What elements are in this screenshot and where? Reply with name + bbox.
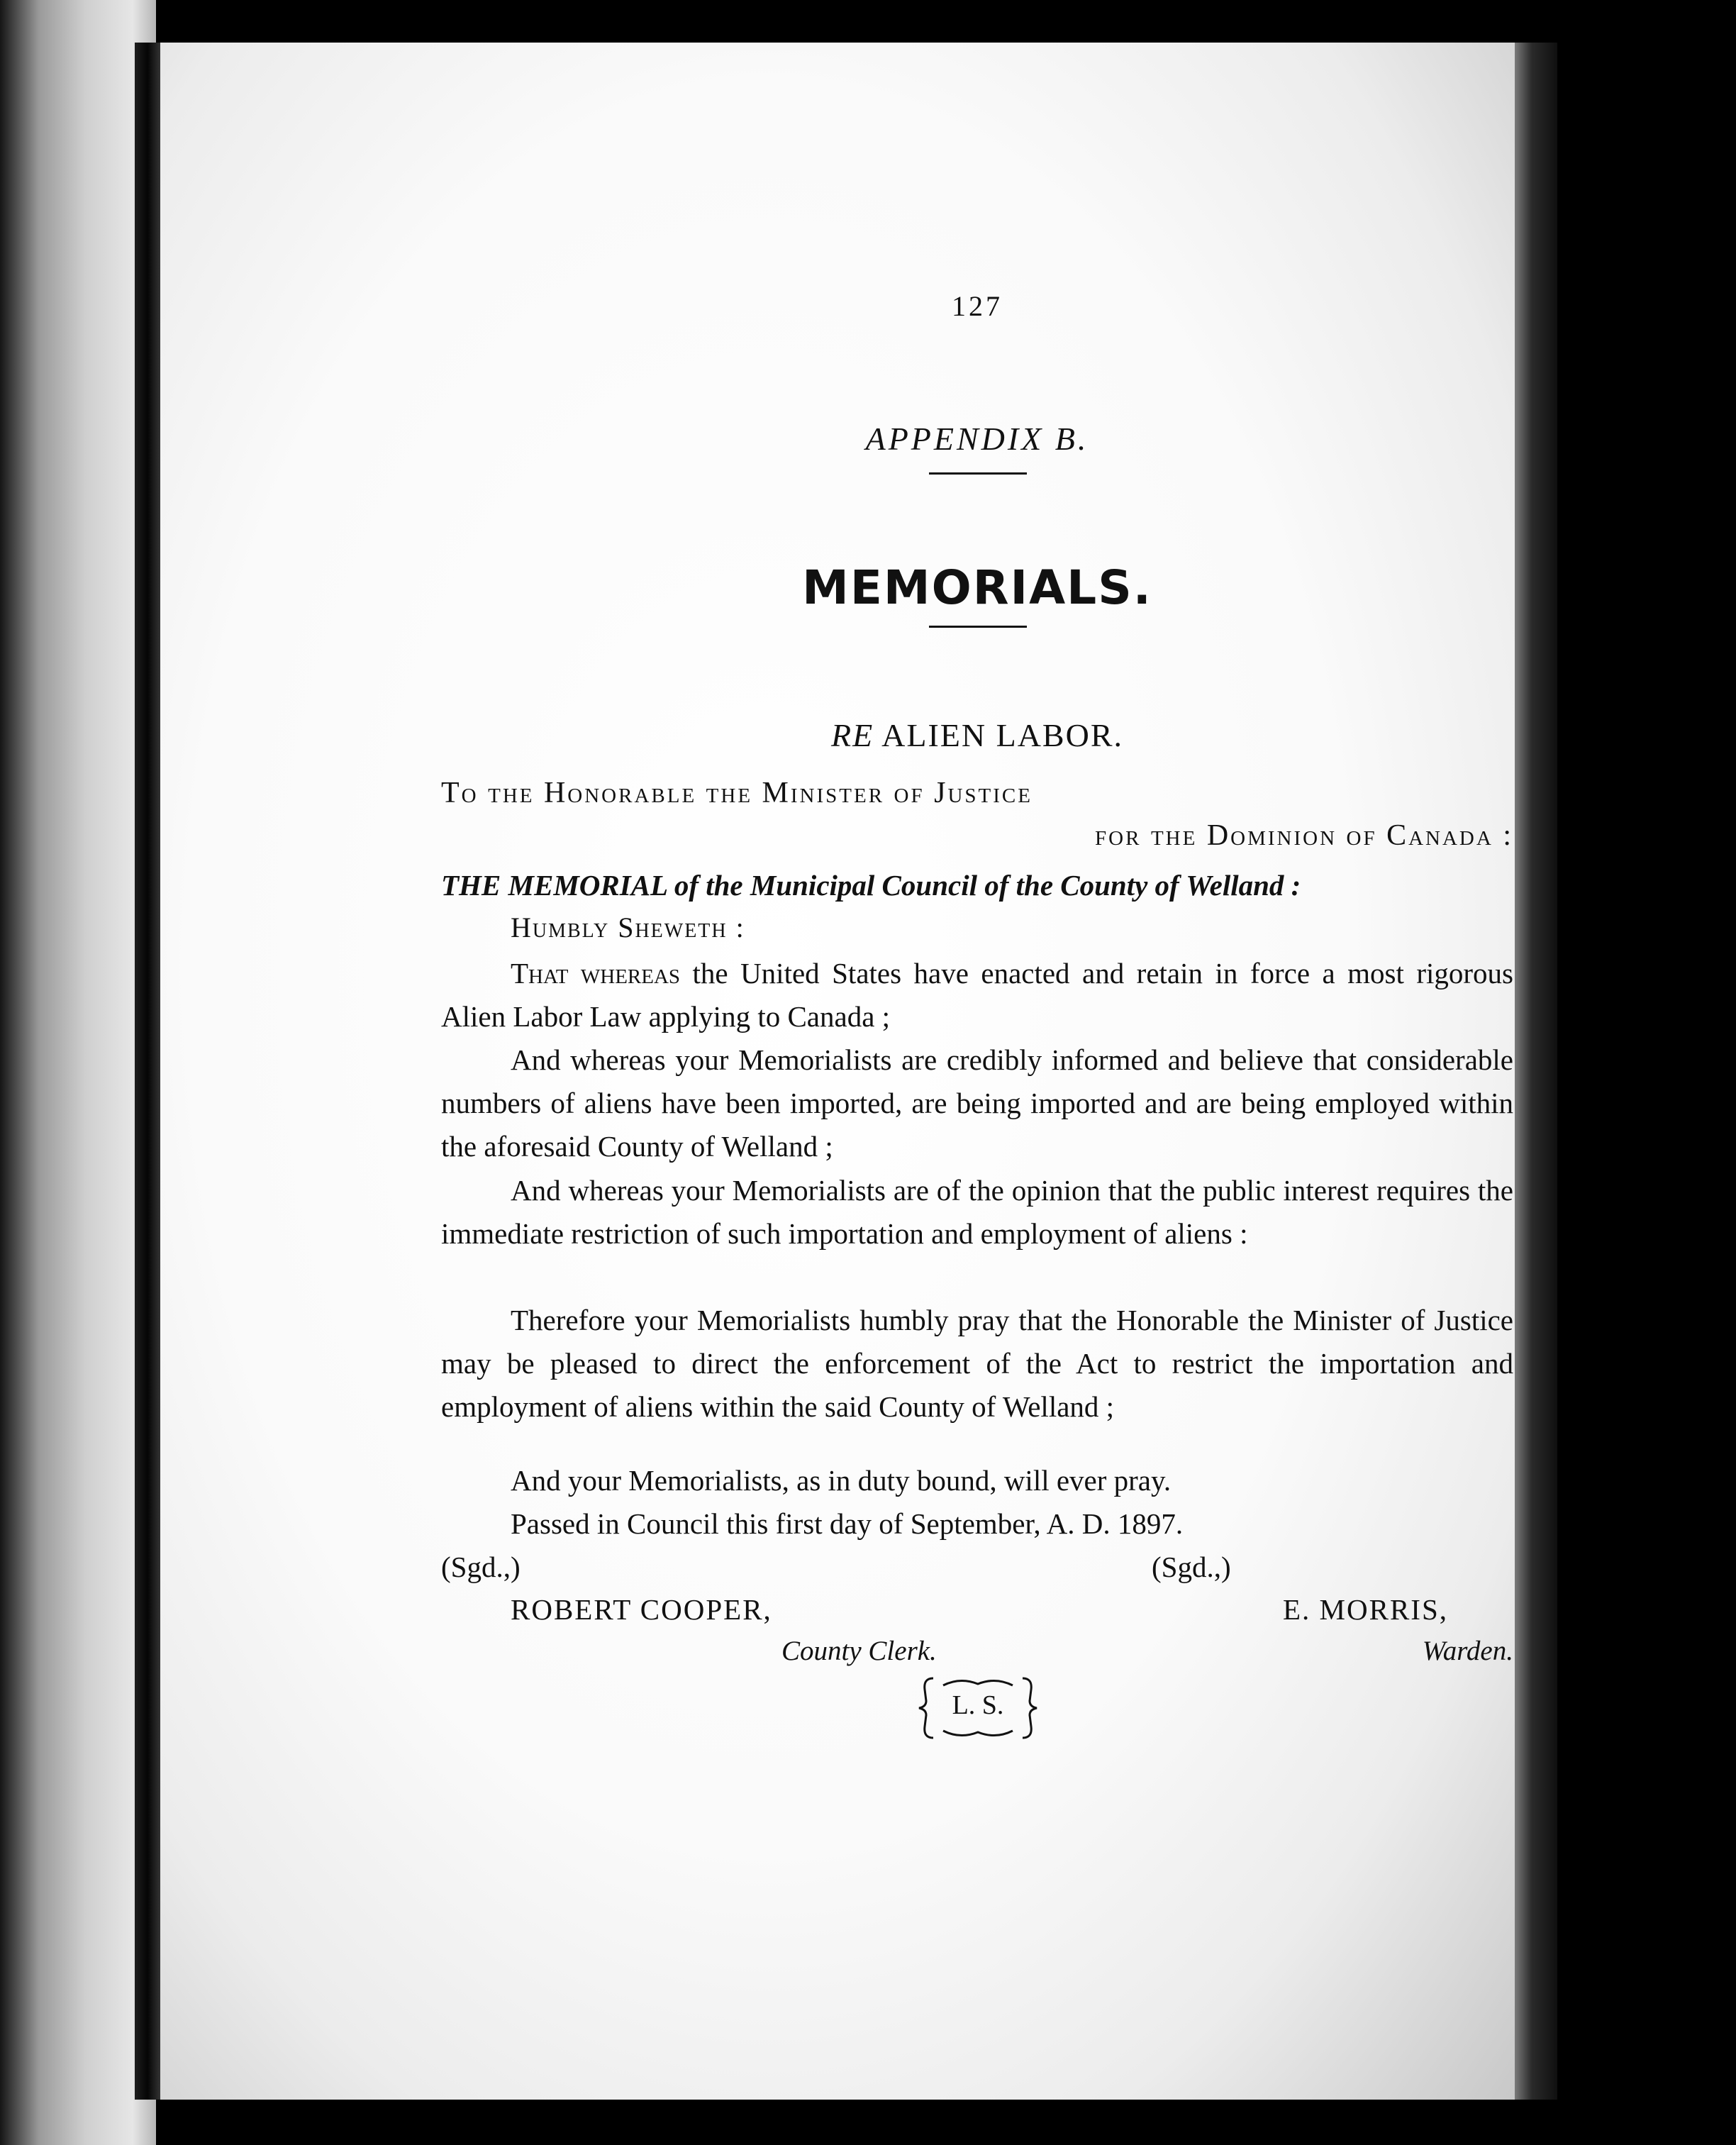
paragraph-4: Therefore your Memorialists humbly pray that the Honorable the Minister of Justice may be pleased to direct the enforcement of the Act to restrict the importation and employment of aliens within the said County of Welland ; [441,1304,1513,1423]
book-gutter [135,43,160,2100]
document-page [160,43,1515,2100]
signatory-name-left: ROBERT COOPER, [511,1593,772,1626]
address-line-1: To the Honorable the Minister of Justice [441,777,1033,809]
subject-heading [441,716,1513,754]
paragraph-2: And whereas your Memorialists are credibly informed and believe that considerable numbers of aliens have been imported, are being imported and are being employed within the aforesaid County of Welland ; [441,1043,1513,1163]
page-title: MEMORIALS. [802,560,1152,615]
closing-line: And your Memorialists, as in duty bound, will ever pray. [511,1464,1172,1497]
subject-prefix: RE [830,717,874,753]
paragraph-1 [441,952,1513,1038]
seal-mark [918,1673,1038,1744]
paragraph-1-lead: That whereas [511,957,681,990]
signed-mark-right: (Sgd.,) [1152,1551,1231,1583]
seal-text: L. S. [952,1690,1004,1720]
page-number: 127 [952,290,1003,322]
signatory-name-right: E. MORRIS, [1282,1593,1448,1626]
left-page-edge [0,0,156,2145]
paragraph-3: And whereas your Memorialists are of the opinion that the public interest requires the immediate restriction of such importation and employment of aliens : [441,1174,1513,1250]
signatory-role-right: Warden. [1422,1636,1513,1666]
signed-mark-left: (Sgd.,) [441,1551,521,1583]
appendix-heading: APPENDIX B. [865,421,1089,457]
subject-text: ALIEN LABOR. [881,717,1124,753]
divider-bottom [929,626,1027,628]
address-line-2: for the Dominion of Canada : [1095,819,1513,852]
sheweth-line: Humbly Sheweth : [511,911,745,943]
signatory-role-left: County Clerk. [781,1636,937,1666]
memorial-heading: THE MEMORIAL of the Municipal Council of the County of Welland : [441,869,1301,902]
passed-line: Passed in Council this first day of September, A. D. 1897. [511,1507,1184,1540]
divider-top [929,472,1027,475]
right-page-edge [1515,43,1557,2100]
paragraph-1-text: the United States have enacted and retain in force a most rigorous Alien Labor Law applying to Canada ; [441,957,1514,1033]
